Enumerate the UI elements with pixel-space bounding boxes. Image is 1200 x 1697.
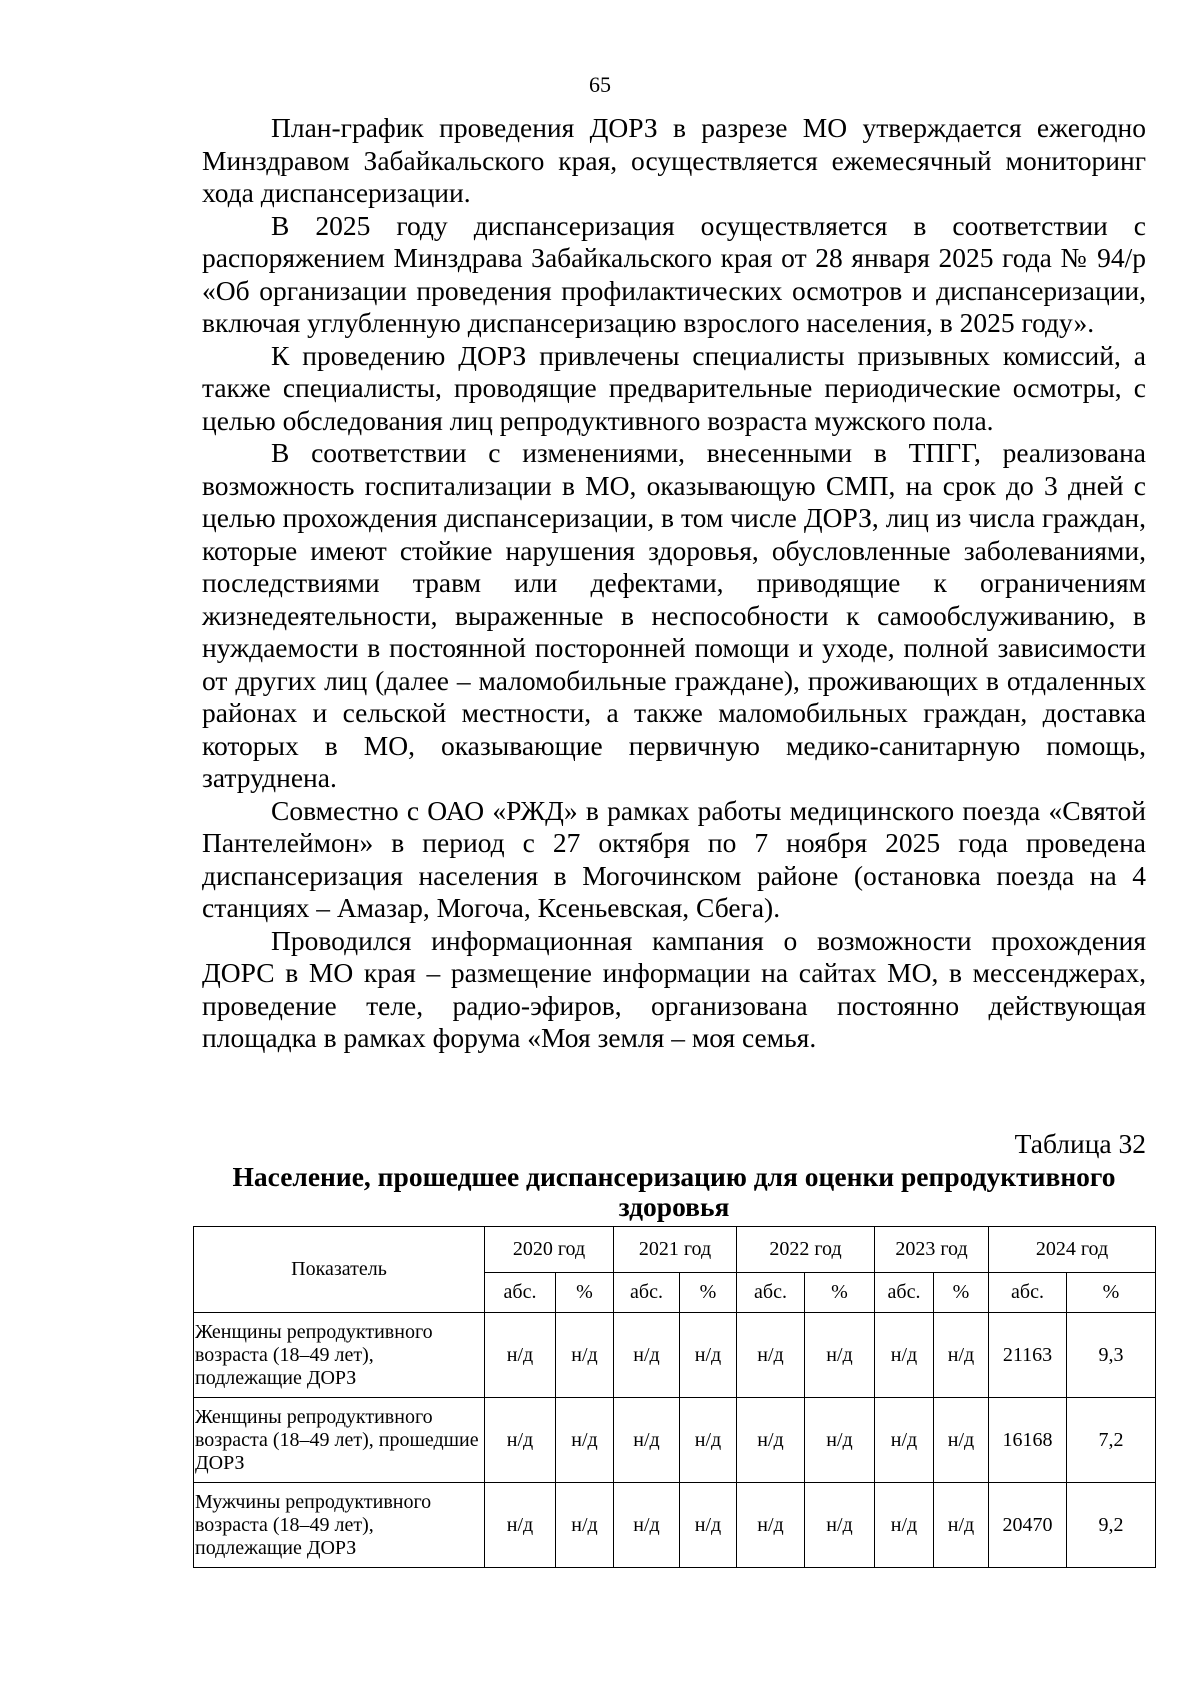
table-cell: н/д xyxy=(614,1313,680,1398)
table-cell: н/д xyxy=(485,1398,556,1483)
table-cell: 16168 xyxy=(989,1398,1067,1483)
table-cell: н/д xyxy=(680,1398,737,1483)
table-cell: 9,2 xyxy=(1067,1483,1156,1568)
table-cell: 7,2 xyxy=(1067,1398,1156,1483)
table-cell: 9,3 xyxy=(1067,1313,1156,1398)
table-cell: н/д xyxy=(680,1483,737,1568)
table-cell: н/д xyxy=(737,1398,805,1483)
table-cell: н/д xyxy=(934,1313,989,1398)
header-indicator: Показатель xyxy=(194,1227,485,1313)
table-cell: н/д xyxy=(875,1313,934,1398)
paragraph: Совместно с ОАО «РЖД» в рамках работы медицинского поезда «Святой Пантелеймон» в период с 27 октября по 7 ноября 2025 года проведена диспансеризация населения в Могочинском районе (остановка поезда на 4 станциях – Амазар, Могоча, Ксеньевская, Сбега). xyxy=(202,794,1146,923)
row-label: Мужчины репродуктивного возраста (18–49 лет), подлежащие ДОРЗ xyxy=(194,1483,485,1568)
subheader-abs: абс. xyxy=(614,1273,680,1313)
paragraph: Проводился информационная кампания о возможности прохождения ДОРС в МО края – размещение информации на сайтах МО, в мессенджерах, проведение теле, радио-эфиров, организована постоянно действующая площадка в рамках форума «Моя земля – моя семья. xyxy=(202,924,1146,1053)
table-cell: н/д xyxy=(737,1313,805,1398)
table-cell: н/д xyxy=(875,1398,934,1483)
subheader-abs: абс. xyxy=(875,1273,934,1313)
paragraph: План-график проведения ДОРЗ в разрезе МО утверждается ежегодно Минздравом Забайкальского края, осуществляется ежемесячный мониторинг хода диспансеризации. xyxy=(202,112,1146,208)
table-row xyxy=(194,1483,1156,1568)
table-cell: н/д xyxy=(485,1483,556,1568)
subheader-pct: % xyxy=(556,1273,614,1313)
table-cell: н/д xyxy=(485,1313,556,1398)
table-cell: н/д xyxy=(556,1483,614,1568)
header-year: 2021 год xyxy=(614,1227,737,1273)
table-cell: н/д xyxy=(875,1483,934,1568)
subheader-pct: % xyxy=(680,1273,737,1313)
table-caption: Таблица 32 xyxy=(1014,1128,1146,1159)
subheader-pct: % xyxy=(805,1273,875,1313)
table-cell: н/д xyxy=(934,1483,989,1568)
paragraph: В соответствии с изменениями, внесенными в ТПГГ, реализована возможность госпитализации в МО, оказывающую СМП, на срок до 3 дней с целью прохождения диспансеризации, в том числе ДОРЗ, лиц из числа граждан, которые имеют стойкие нарушения здоровья, обусловленные заболеваниями, последствиями травм или дефектами, приводящие к ограничениям жизнедеятельности, выраженные в неспособности к самообслуживанию, в нуждаемости в постоянной посторонней помощи и уходе, полной зависимости от других лиц (далее – маломобильные граждане), проживающих в отдаленных районах и сельской местности, а также маломобильных граждан, доставка которых в МО, оказывающие первичную медико-санитарную помощь, затруднена. xyxy=(202,437,1146,793)
subheader-pct: % xyxy=(934,1273,989,1313)
table-cell: 20470 xyxy=(989,1483,1067,1568)
table-row xyxy=(194,1313,1156,1398)
header-year: 2020 год xyxy=(485,1227,614,1273)
header-row xyxy=(194,1227,1156,1273)
subheader-abs: абс. xyxy=(989,1273,1067,1313)
data-table xyxy=(193,1226,1156,1568)
table-cell: н/д xyxy=(805,1313,875,1398)
header-year: 2024 год xyxy=(989,1227,1156,1273)
subheader-abs: абс. xyxy=(485,1273,556,1313)
table-cell: н/д xyxy=(737,1483,805,1568)
header-year: 2023 год xyxy=(875,1227,989,1273)
table-cell: н/д xyxy=(805,1483,875,1568)
row-label: Женщины репродуктивного возраста (18–49 лет), подлежащие ДОРЗ xyxy=(194,1313,485,1398)
table-cell: н/д xyxy=(680,1313,737,1398)
table-title: Население, прошедшее диспансеризацию для оценки репродуктивного здоровья xyxy=(232,1161,1116,1222)
table-cell: н/д xyxy=(614,1398,680,1483)
subheader-abs: абс. xyxy=(737,1273,805,1313)
table-cell: 21163 xyxy=(989,1313,1067,1398)
table-cell: н/д xyxy=(614,1483,680,1568)
header-year: 2022 год xyxy=(737,1227,875,1273)
page-number: 65 xyxy=(589,72,611,97)
table-cell: н/д xyxy=(805,1398,875,1483)
body-text xyxy=(202,112,1146,1055)
table-cell: н/д xyxy=(556,1313,614,1398)
paragraph: К проведению ДОРЗ привлечены специалисты призывных комиссий, а также специалисты, проводящие предварительные периодические осмотры, с целью обследования лиц репродуктивного возраста мужского пола. xyxy=(202,339,1146,436)
table-row xyxy=(194,1398,1156,1483)
subheader-pct: % xyxy=(1067,1273,1156,1313)
table-cell: н/д xyxy=(934,1398,989,1483)
row-label: Женщины репродуктивного возраста (18–49 лет), прошедшие ДОРЗ xyxy=(194,1398,485,1483)
paragraph: В 2025 году диспансеризация осуществляется в соответствии с распоряжением Минздрава Забайкальского края от 28 января 2025 года № 94/р «Об организации проведения профилактических осмотров и диспансеризации, включая углубленную диспансеризацию взрослого населения, в 2025 году». xyxy=(202,209,1146,338)
table-cell: н/д xyxy=(556,1398,614,1483)
